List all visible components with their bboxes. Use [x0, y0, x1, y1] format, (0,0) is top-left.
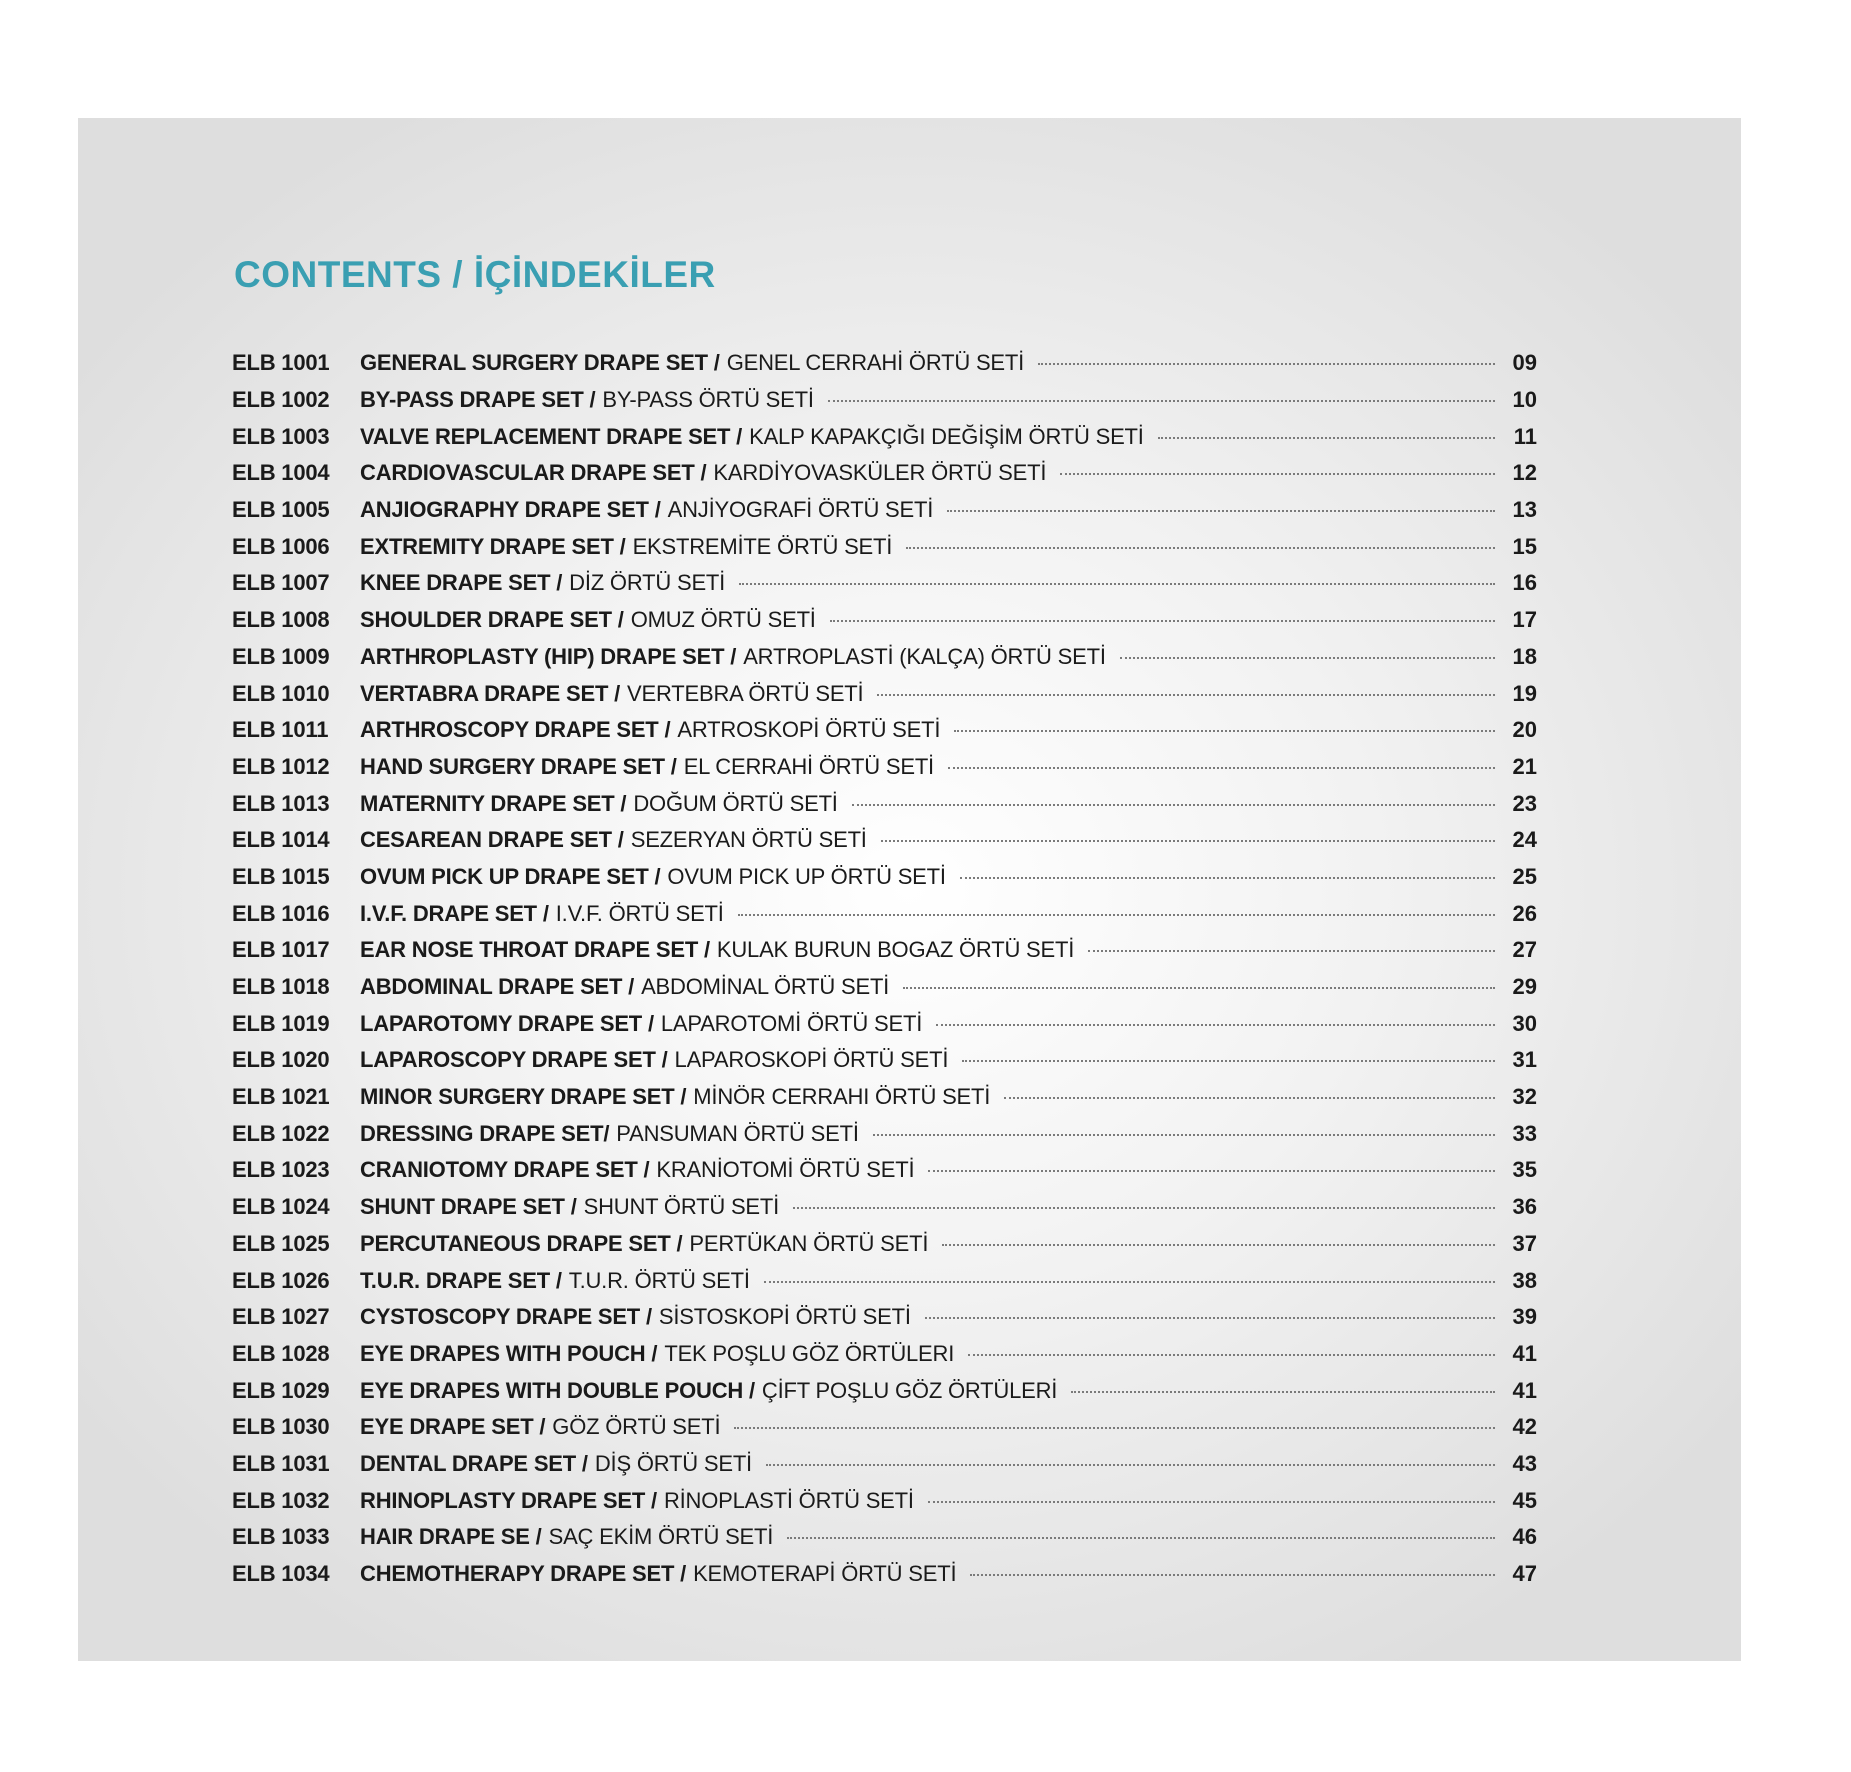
entry-title-turkish: DİŞ ÖRTÜ SETİ — [594, 1450, 752, 1476]
product-code: ELB 1012 — [232, 753, 330, 779]
product-code: ELB 1014 — [232, 827, 330, 853]
entry-title-turkish: KARDİYOVASKÜLER ÖRTÜ SETİ — [713, 460, 1047, 486]
dot-leader — [877, 694, 1495, 696]
product-code: ELB 1034 — [232, 1561, 330, 1587]
entry-title-turkish: ANJİYOGRAFİ ÖRTÜ SETİ — [667, 497, 934, 523]
dot-leader — [906, 547, 1495, 549]
page-number: 30 — [1512, 1010, 1537, 1036]
page-number: 13 — [1512, 497, 1537, 523]
page-number: 32 — [1512, 1084, 1537, 1110]
entry-title-turkish: PANSUMAN ÖRTÜ SETİ — [616, 1120, 859, 1146]
entry-title-turkish: DİZ ÖRTÜ SETİ — [569, 570, 726, 596]
entry-title-english: EAR NOSE THROAT DRAPE SET / — [360, 937, 710, 963]
dot-leader — [852, 804, 1495, 806]
page-number: 21 — [1512, 753, 1537, 779]
page-number: 20 — [1512, 717, 1537, 743]
page-number: 37 — [1512, 1230, 1537, 1256]
toc-entry[interactable] — [232, 1115, 1537, 1152]
product-code: ELB 1015 — [232, 863, 330, 889]
toc-entry[interactable] — [232, 382, 1537, 419]
toc-entry[interactable] — [232, 895, 1537, 932]
entry-title-turkish: LAPAROSKOPİ ÖRTÜ SETİ — [674, 1047, 949, 1073]
toc-entry[interactable] — [232, 455, 1537, 492]
entry-title-english: OVUM PICK UP DRAPE SET / — [360, 863, 661, 889]
entry-title-turkish: ÇİFT POŞLU GÖZ ÖRTÜLERİ — [761, 1377, 1058, 1403]
entry-title-turkish: T.U.R. ÖRTÜ SETİ — [568, 1267, 750, 1293]
page-number: 39 — [1512, 1304, 1537, 1330]
toc-entry[interactable] — [232, 1482, 1537, 1519]
toc-entry[interactable] — [232, 712, 1537, 749]
entry-title-english: CRANIOTOMY DRAPE SET / — [360, 1157, 650, 1183]
page-number: 27 — [1512, 937, 1537, 963]
product-code: ELB 1028 — [232, 1340, 330, 1366]
table-of-contents — [232, 345, 1537, 1592]
product-code: ELB 1007 — [232, 570, 330, 596]
entry-title-english: LAPAROSCOPY DRAPE SET / — [360, 1047, 668, 1073]
product-code: ELB 1025 — [232, 1230, 330, 1256]
entry-title-turkish: DOĞUM ÖRTÜ SETİ — [633, 790, 838, 816]
dot-leader — [1120, 657, 1495, 659]
page-number: 12 — [1512, 460, 1537, 486]
toc-entry[interactable] — [232, 675, 1537, 712]
page-number: 26 — [1512, 900, 1537, 926]
entry-title-english: KNEE DRAPE SET / — [360, 570, 563, 596]
entry-title-english: ABDOMINAL DRAPE SET / — [360, 974, 635, 1000]
product-code: ELB 1003 — [232, 423, 330, 449]
entry-title-turkish: SEZERYAN ÖRTÜ SETİ — [630, 827, 867, 853]
dot-leader — [1038, 363, 1495, 365]
page-number: 45 — [1512, 1487, 1537, 1513]
entry-title-english: T.U.R. DRAPE SET / — [360, 1267, 562, 1293]
product-code: ELB 1002 — [232, 387, 330, 413]
page-number: 10 — [1512, 387, 1537, 413]
page-number: 29 — [1512, 974, 1537, 1000]
entry-title-english: MINOR SURGERY DRAPE SET / — [360, 1084, 687, 1110]
toc-entry[interactable] — [232, 345, 1537, 382]
dot-leader — [954, 730, 1495, 732]
entry-title-english: RHINOPLASTY DRAPE SET / — [360, 1487, 657, 1513]
dot-leader — [739, 583, 1495, 585]
dot-leader — [793, 1207, 1495, 1209]
toc-entry[interactable] — [232, 1372, 1537, 1409]
toc-entry[interactable] — [232, 1336, 1537, 1373]
toc-entry[interactable] — [232, 1189, 1537, 1226]
product-code: ELB 1006 — [232, 533, 330, 559]
entry-title-turkish: PERTÜKAN ÖRTÜ SETİ — [689, 1230, 929, 1256]
entry-title-english: VERTABRA DRAPE SET / — [360, 680, 621, 706]
dot-leader — [928, 1170, 1495, 1172]
page-number: 23 — [1512, 790, 1537, 816]
dot-leader — [936, 1024, 1495, 1026]
product-code: ELB 1018 — [232, 974, 330, 1000]
page-number: 19 — [1512, 680, 1537, 706]
entry-title-english: PERCUTANEOUS DRAPE SET / — [360, 1230, 683, 1256]
page-number: 15 — [1512, 533, 1537, 559]
dot-leader — [942, 1244, 1495, 1246]
dot-leader — [948, 767, 1495, 769]
toc-entry[interactable] — [232, 1226, 1537, 1263]
product-code: ELB 1017 — [232, 937, 330, 963]
page-number: 47 — [1512, 1561, 1537, 1587]
dot-leader — [1004, 1097, 1495, 1099]
product-code: ELB 1004 — [232, 460, 330, 486]
toc-entry[interactable] — [232, 1556, 1537, 1593]
page-title: CONTENTS / İÇİNDEKİLER — [234, 254, 716, 295]
dot-leader — [830, 620, 1495, 622]
page-number: 43 — [1512, 1450, 1537, 1476]
product-code: ELB 1013 — [232, 790, 330, 816]
product-code: ELB 1009 — [232, 643, 330, 669]
entry-title-english: CHEMOTHERAPY DRAPE SET / — [360, 1561, 687, 1587]
toc-entry[interactable] — [232, 639, 1537, 676]
entry-title-english: ARTHROSCOPY DRAPE SET / — [360, 717, 671, 743]
dot-leader — [928, 1501, 1495, 1503]
page-number: 33 — [1512, 1120, 1537, 1146]
entry-title-turkish: GENEL CERRAHİ ÖRTÜ SETİ — [726, 350, 1025, 376]
product-code: ELB 1011 — [232, 717, 329, 743]
dot-leader — [873, 1134, 1495, 1136]
product-code: ELB 1033 — [232, 1524, 330, 1550]
entry-title-english: LAPAROTOMY DRAPE SET / — [360, 1010, 654, 1036]
entry-title-english: EYE DRAPES WITH DOUBLE POUCH / — [360, 1377, 755, 1403]
dot-leader — [968, 1354, 1495, 1356]
dot-leader — [1088, 950, 1495, 952]
product-code: ELB 1026 — [232, 1267, 330, 1293]
entry-title-turkish: LAPAROTOMİ ÖRTÜ SETİ — [660, 1010, 923, 1036]
product-code: ELB 1005 — [232, 497, 330, 523]
page-number: 17 — [1512, 607, 1537, 633]
toc-entry[interactable] — [232, 528, 1537, 565]
entry-title-english: HAIR DRAPE SE / — [360, 1524, 542, 1550]
entry-title-turkish: RİNOPLASTİ ÖRTÜ SETİ — [663, 1487, 914, 1513]
product-code: ELB 1032 — [232, 1487, 330, 1513]
entry-title-english: EYE DRAPES WITH POUCH / — [360, 1340, 658, 1366]
dot-leader — [787, 1537, 1495, 1539]
entry-title-english: HAND SURGERY DRAPE SET / — [360, 753, 677, 779]
entry-title-english: MATERNITY DRAPE SET / — [360, 790, 627, 816]
page-number: 18 — [1512, 643, 1537, 669]
dot-leader — [1158, 437, 1495, 439]
entry-title-turkish: TEK POŞLU GÖZ ÖRTÜLERI — [664, 1340, 955, 1366]
product-code: ELB 1024 — [232, 1194, 330, 1220]
toc-entry[interactable] — [232, 1299, 1537, 1336]
dot-leader — [962, 1060, 1495, 1062]
toc-entry[interactable] — [232, 1079, 1537, 1116]
page-number: 42 — [1512, 1414, 1537, 1440]
page-number: 16 — [1512, 570, 1537, 596]
entry-title-turkish: GÖZ ÖRTÜ SETİ — [552, 1414, 721, 1440]
toc-entry[interactable] — [232, 1262, 1537, 1299]
entry-title-turkish: ARTROPLASTİ (KALÇA) ÖRTÜ SETİ — [743, 643, 1106, 669]
toc-entry[interactable] — [232, 969, 1537, 1006]
dot-leader — [925, 1317, 1495, 1319]
toc-entry[interactable] — [232, 1042, 1537, 1079]
entry-title-turkish: EL CERRAHİ ÖRTÜ SETİ — [683, 753, 934, 779]
page-number: 25 — [1512, 863, 1537, 889]
product-code: ELB 1010 — [232, 680, 330, 706]
toc-entry[interactable] — [232, 859, 1537, 896]
toc-entry[interactable] — [232, 822, 1537, 859]
product-code: ELB 1031 — [232, 1450, 330, 1476]
product-code: ELB 1022 — [232, 1120, 330, 1146]
toc-entry[interactable] — [232, 1152, 1537, 1189]
entry-title-turkish: OVUM PICK UP ÖRTÜ SETİ — [667, 863, 946, 889]
entry-title-english: DENTAL DRAPE SET / — [360, 1450, 588, 1476]
entry-title-turkish: BY-PASS ÖRTÜ SETİ — [602, 387, 814, 413]
toc-entry[interactable] — [232, 1519, 1537, 1556]
page-number: 41 — [1512, 1377, 1537, 1403]
page-number: 35 — [1512, 1157, 1537, 1183]
entry-title-turkish: KEMOTERAPİ ÖRTÜ SETİ — [693, 1561, 957, 1587]
dot-leader — [881, 840, 1495, 842]
toc-entry[interactable] — [232, 932, 1537, 969]
entry-title-turkish: MİNÖR CERRAHI ÖRTÜ SETİ — [693, 1084, 991, 1110]
entry-title-english: CARDIOVASCULAR DRAPE SET / — [360, 460, 707, 486]
dot-leader — [1060, 473, 1495, 475]
page-number: 46 — [1512, 1524, 1537, 1550]
entry-title-turkish: ARTROSKOPİ ÖRTÜ SETİ — [677, 717, 941, 743]
page-number: 11 — [1513, 423, 1537, 449]
entry-title-english: CYSTOSCOPY DRAPE SET / — [360, 1304, 652, 1330]
entry-title-turkish: I.V.F. ÖRTÜ SETİ — [555, 900, 724, 926]
page-number: 09 — [1512, 350, 1537, 376]
product-code: ELB 1021 — [232, 1084, 330, 1110]
entry-title-english: EYE DRAPE SET / — [360, 1414, 546, 1440]
entry-title-english: DRESSING DRAPE SET/ — [360, 1120, 610, 1146]
product-code: ELB 1030 — [232, 1414, 330, 1440]
toc-entry[interactable] — [232, 418, 1537, 455]
entry-title-english: ANJIOGRAPHY DRAPE SET / — [360, 497, 661, 523]
entry-title-turkish: VERTEBRA ÖRTÜ SETİ — [627, 680, 864, 706]
product-code: ELB 1020 — [232, 1047, 330, 1073]
toc-entry[interactable] — [232, 785, 1537, 822]
toc-entry[interactable] — [232, 1409, 1537, 1446]
page-number: 41 — [1512, 1340, 1537, 1366]
entry-title-turkish: SHUNT ÖRTÜ SETİ — [583, 1194, 780, 1220]
product-code: ELB 1008 — [232, 607, 330, 633]
entry-title-english: ARTHROPLASTY (HIP) DRAPE SET / — [360, 643, 737, 669]
entry-title-english: BY-PASS DRAPE SET / — [360, 387, 596, 413]
entry-title-turkish: ABDOMİNAL ÖRTÜ SETİ — [641, 974, 890, 1000]
dot-leader — [766, 1464, 1495, 1466]
entry-title-english: GENERAL SURGERY DRAPE SET / — [360, 350, 720, 376]
entry-title-turkish: SAÇ EKİM ÖRTÜ SETİ — [548, 1524, 774, 1550]
entry-title-turkish: SİSTOSKOPİ ÖRTÜ SETİ — [658, 1304, 911, 1330]
dot-leader — [828, 400, 1495, 402]
entry-title-english: VALVE REPLACEMENT DRAPE SET / — [360, 423, 743, 449]
dot-leader — [734, 1427, 1495, 1429]
toc-entry[interactable] — [232, 492, 1537, 529]
entry-title-english: I.V.F. DRAPE SET / — [360, 900, 549, 926]
entry-title-turkish: KALP KAPAKÇIĞI DEĞİŞİM ÖRTÜ SETİ — [749, 423, 1144, 449]
dot-leader — [903, 987, 1495, 989]
dot-leader — [960, 877, 1495, 879]
dot-leader — [947, 510, 1495, 512]
page-number: 36 — [1512, 1194, 1537, 1220]
toc-entry[interactable] — [232, 1446, 1537, 1483]
entry-title-english: SHUNT DRAPE SET / — [360, 1194, 577, 1220]
product-code: ELB 1023 — [232, 1157, 330, 1183]
toc-entry[interactable] — [232, 602, 1537, 639]
dot-leader — [738, 914, 1495, 916]
entry-title-turkish: KULAK BURUN BOGAZ ÖRTÜ SETİ — [716, 937, 1075, 963]
product-code: ELB 1019 — [232, 1010, 330, 1036]
entry-title-turkish: EKSTREMİTE ÖRTÜ SETİ — [632, 533, 893, 559]
toc-entry[interactable] — [232, 565, 1537, 602]
dot-leader — [970, 1574, 1495, 1576]
dot-leader — [1071, 1391, 1495, 1393]
entry-title-english: CESAREAN DRAPE SET / — [360, 827, 624, 853]
product-code: ELB 1027 — [232, 1304, 330, 1330]
product-code: ELB 1001 — [232, 350, 330, 376]
entry-title-turkish: KRANİOTOMİ ÖRTÜ SETİ — [656, 1157, 915, 1183]
page-number: 38 — [1512, 1267, 1537, 1293]
page-number: 31 — [1512, 1047, 1537, 1073]
product-code: ELB 1016 — [232, 900, 330, 926]
entry-title-english: SHOULDER DRAPE SET / — [360, 607, 624, 633]
toc-entry[interactable] — [232, 1005, 1537, 1042]
product-code: ELB 1029 — [232, 1377, 330, 1403]
page-number: 24 — [1512, 827, 1537, 853]
toc-entry[interactable] — [232, 749, 1537, 786]
dot-leader — [764, 1281, 1495, 1283]
entry-title-english: EXTREMITY DRAPE SET / — [360, 533, 626, 559]
entry-title-turkish: OMUZ ÖRTÜ SETİ — [630, 607, 816, 633]
